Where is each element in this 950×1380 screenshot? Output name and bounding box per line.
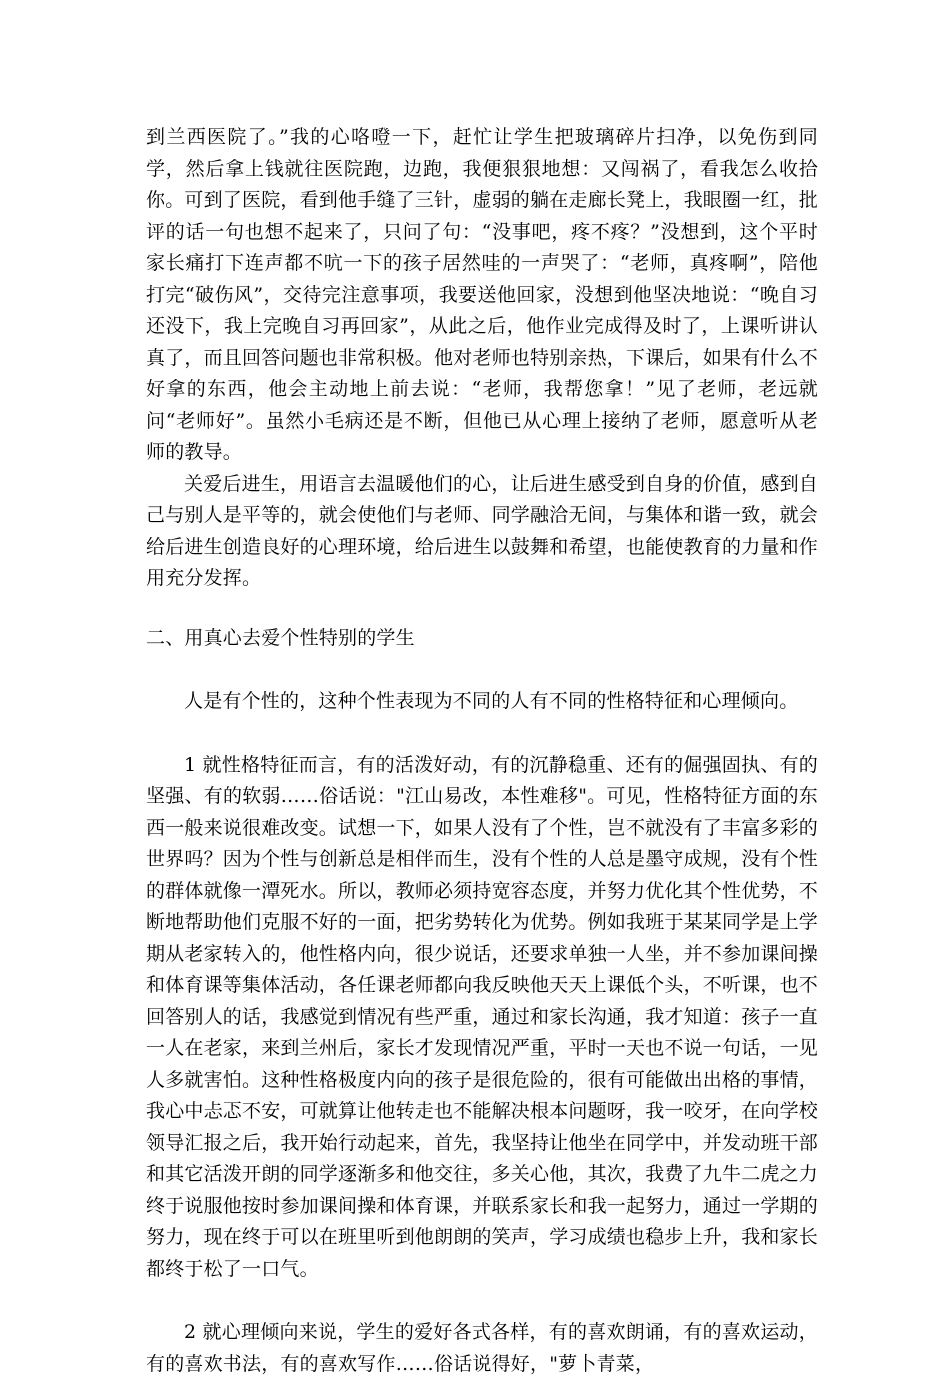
paragraph-character-traits: 1 就性格特征而言，有的活泼好动，有的沉静稳重、还有的倔强固执、有的坚强、有的软弱……俗话说："江山易改，本性难移"。可见，性格特征方面的东西一般来说很难改变。试想一下，如果人没有了个性，岂不就没有了丰富多彩的世界吗？因为个性与创新总是相伴而生，没有个性的人总是墨守成规，没有个性的群体就像一潭死水。所以，教师必须持宽容态度，并努力优化其个性优势，不断地帮助他们克服不好的一面，把劣势转化为优势。例如我班于某某同学是上学期从老家转入的，他性格内向，很少说话，还要求单独一人坐，并不参加课间操和体育课等集体活动，各任课老师都向我反映他天天上课低个头，不听课，也不回答别人的话，我感觉到情况有些严重，通过和家长沟通，我才知道：孩子一直一人在老家，来到兰州后，家长才发现情况严重，平时一天也不说一句话，一见人多就害怕。这种性格极度内向的孩子是很危险的，很有可能做出出格的事情，我心中忐忑不安，可就算让他转走也不能解决根本问题呀，我一咬牙，在向学校领导汇报之后，我开始行动起来，首先，我坚持让他坐在同学中，并发动班干部和其它活泼开朗的同学逐渐多和他交往，多关心他，其次，我费了九牛二虎之力终于说服他按时参加课间操和体育课，并联系家长和我一起努力，通过一学期的努力，现在终于可以在班里听到他朗朗的笑声，学习成绩也稳步上升，我和家长都终于松了一口气。 bbox=[146, 753, 819, 1280]
paragraph-hospital-story: 到兰西医院了。”我的心咯噔一下，赶忙让学生把玻璃碎片扫净，以免伤到同学，然后拿上钱就往医院跑，边跑，我便狠狠地想：又闯祸了，看我怎么收拾你。可到了医院，看到他手缝了三针，虚弱的躺在走廊长凳上，我眼圈一红，批评的话一句也想不起来了，只问了句：“没事吧，疼不疼？”没想到，这个平时家长痛打下连声都不吭一下的孩子居然哇的一声哭了：“老师，真疼啊”，陪他打完“破伤风”，交待完注意事项，我要送他回家，没想到他坚决地说：“晚自习还没下，我上完晚自习再回家”，从此之后，他作业完成得及时了，上课听讲认真了，而且回答问题也非常积极。他对老师也特别亲热，下课后，如果有什么不好拿的东西，他会主动地上前去说：“老师，我帮您拿！”见了老师，老远就问“老师好”。虽然小毛病还是不断，但他已从心理上接纳了老师，愿意听从老师的教导。 bbox=[146, 126, 819, 463]
paragraph-personality-intro: 人是有个性的，这种个性表现为不同的人有不同的性格特征和心理倾向。 bbox=[184, 690, 799, 712]
paragraph-caring-summary: 关爱后进生，用语言去温暖他们的心，让后进生感受到自身的价值，感到自己与别人是平等的，就会使他们与老师、同学融洽无间，与集体和谐一致，就会给后进生创造良好的心理环境，给后进生以鼓舞和希望，也能使教育的力量和作用充分发挥。 bbox=[146, 472, 819, 589]
document-body bbox=[146, 122, 818, 1380]
section-heading: 二、用真心去爱个性特别的学生 bbox=[146, 626, 415, 649]
paragraph-psychological-tendency: 2 就心理倾向来说，学生的爱好各式各样，有的喜欢朗诵，有的喜欢运动，有的喜欢书法，有的喜欢写作……俗话说得好，"萝卜青菜， bbox=[146, 1321, 818, 1375]
